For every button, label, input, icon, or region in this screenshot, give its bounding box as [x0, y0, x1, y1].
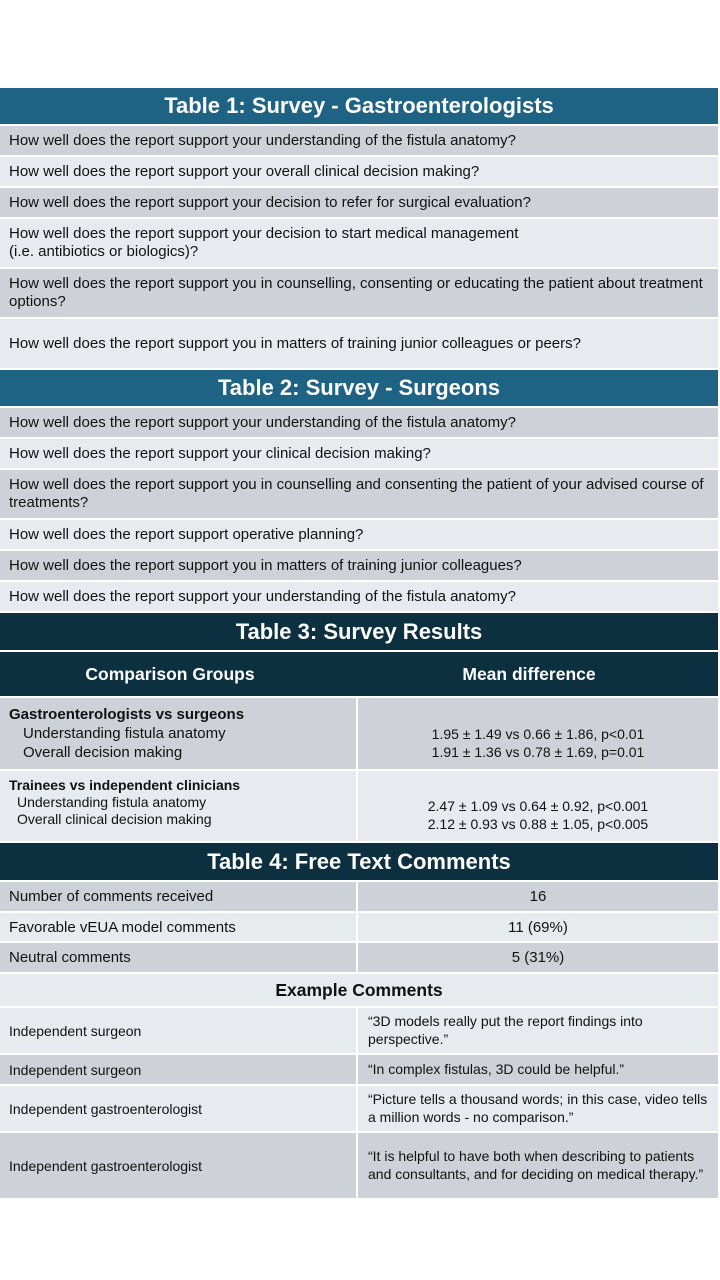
table3-header-row: [0, 652, 718, 698]
table1-row: How well does the report support your understanding of the fistula anatomy?: [0, 126, 718, 157]
stat-value: 5 (31%): [511, 949, 565, 966]
mean-difference-value: 1.91 ± 1.36 vs 0.78 ± 1.69, p=0.01: [431, 744, 645, 760]
commenter: Independent surgeon: [0, 1008, 358, 1053]
group-item: Understanding fistula anatomy: [17, 794, 207, 810]
group-label: Gastroenterologists vs surgeons: [9, 706, 245, 723]
example-row: [0, 1008, 718, 1055]
comment-text: “In complex fistulas, 3D could be helpful.”: [368, 1060, 625, 1077]
tables-container: [0, 88, 718, 1198]
table1-row: How well does the report support you in matters of training junior colleagues or peers?: [0, 319, 718, 370]
commenter: Independent surgeon: [0, 1055, 358, 1084]
commenter: Independent gastroenterologist: [0, 1133, 358, 1198]
stat-value: 16: [529, 888, 547, 905]
table3-col-mean: Mean difference: [462, 663, 596, 684]
example-row: [0, 1055, 718, 1086]
comment-text: “Picture tells a thousand words; in this case, video tells a million words - no comparison.”: [368, 1091, 708, 1125]
table3-col-groups: Comparison Groups: [85, 663, 255, 684]
table3-group-row: [0, 698, 718, 771]
table3-title: Table 3: Survey Results: [0, 613, 718, 652]
table2-row: How well does the report support operative planning?: [0, 520, 718, 551]
example-row: [0, 1133, 718, 1198]
mean-difference-value: 2.12 ± 0.93 vs 0.88 ± 1.05, p<0.005: [427, 816, 649, 832]
table4-title: Table 4: Free Text Comments: [0, 843, 718, 882]
mean-difference-value: 1.95 ± 1.49 vs 0.66 ± 1.86, p<0.01: [431, 726, 645, 742]
table1-title: Table 1: Survey - Gastroenterologists: [0, 88, 718, 126]
mean-difference-value: 2.47 ± 1.09 vs 0.64 ± 0.92, p<0.001: [427, 798, 649, 814]
stat-value: 11 (69%): [508, 918, 568, 936]
stat-row: [0, 943, 718, 974]
stat-row: [0, 913, 718, 943]
table1-row: How well does the report support you in counselling, consenting or educating the patient about treatment options?: [0, 269, 718, 319]
stat-label: Favorable vEUA model comments: [0, 913, 358, 941]
group-item: Understanding fistula anatomy: [23, 725, 226, 742]
table2-row: How well does the report support your clinical decision making?: [0, 439, 718, 470]
example-row: [0, 1086, 718, 1133]
table2-row: How well does the report support you in matters of training junior colleagues?: [0, 551, 718, 582]
commenter: Independent gastroenterologist: [0, 1086, 358, 1131]
stat-row: [0, 882, 718, 913]
table1-row: How well does the report support your decision to refer for surgical evaluation?: [0, 188, 718, 219]
table2-row: How well does the report support you in counselling and consenting the patient of your advised course of treatments?: [0, 470, 718, 520]
table2-row: How well does the report support your understanding of the fistula anatomy?: [0, 408, 718, 439]
table1-row: How well does the report support your decision to start medical management (i.e. antibiotics or biologics)?: [0, 219, 718, 269]
comment-text: “It is helpful to have both when describing to patients and consultants, and for deciding on medical therapy.”: [368, 1148, 704, 1182]
group-item: Overall clinical decision making: [17, 811, 212, 827]
comment-text: “3D models really put the report findings into perspective.”: [368, 1013, 643, 1047]
table2-row: How well does the report support your understanding of the fistula anatomy?: [0, 582, 718, 613]
group-label: Trainees vs independent clinicians: [9, 777, 241, 793]
table3-group-row: [0, 771, 718, 843]
stat-label: Number of comments received: [0, 882, 358, 911]
table1-row: How well does the report support your overall clinical decision making?: [0, 157, 718, 188]
table2-title: Table 2: Survey - Surgeons: [0, 370, 718, 408]
stat-label: Neutral comments: [0, 943, 358, 972]
example-comments-title: Example Comments: [0, 974, 718, 1008]
group-item: Overall decision making: [23, 744, 183, 761]
